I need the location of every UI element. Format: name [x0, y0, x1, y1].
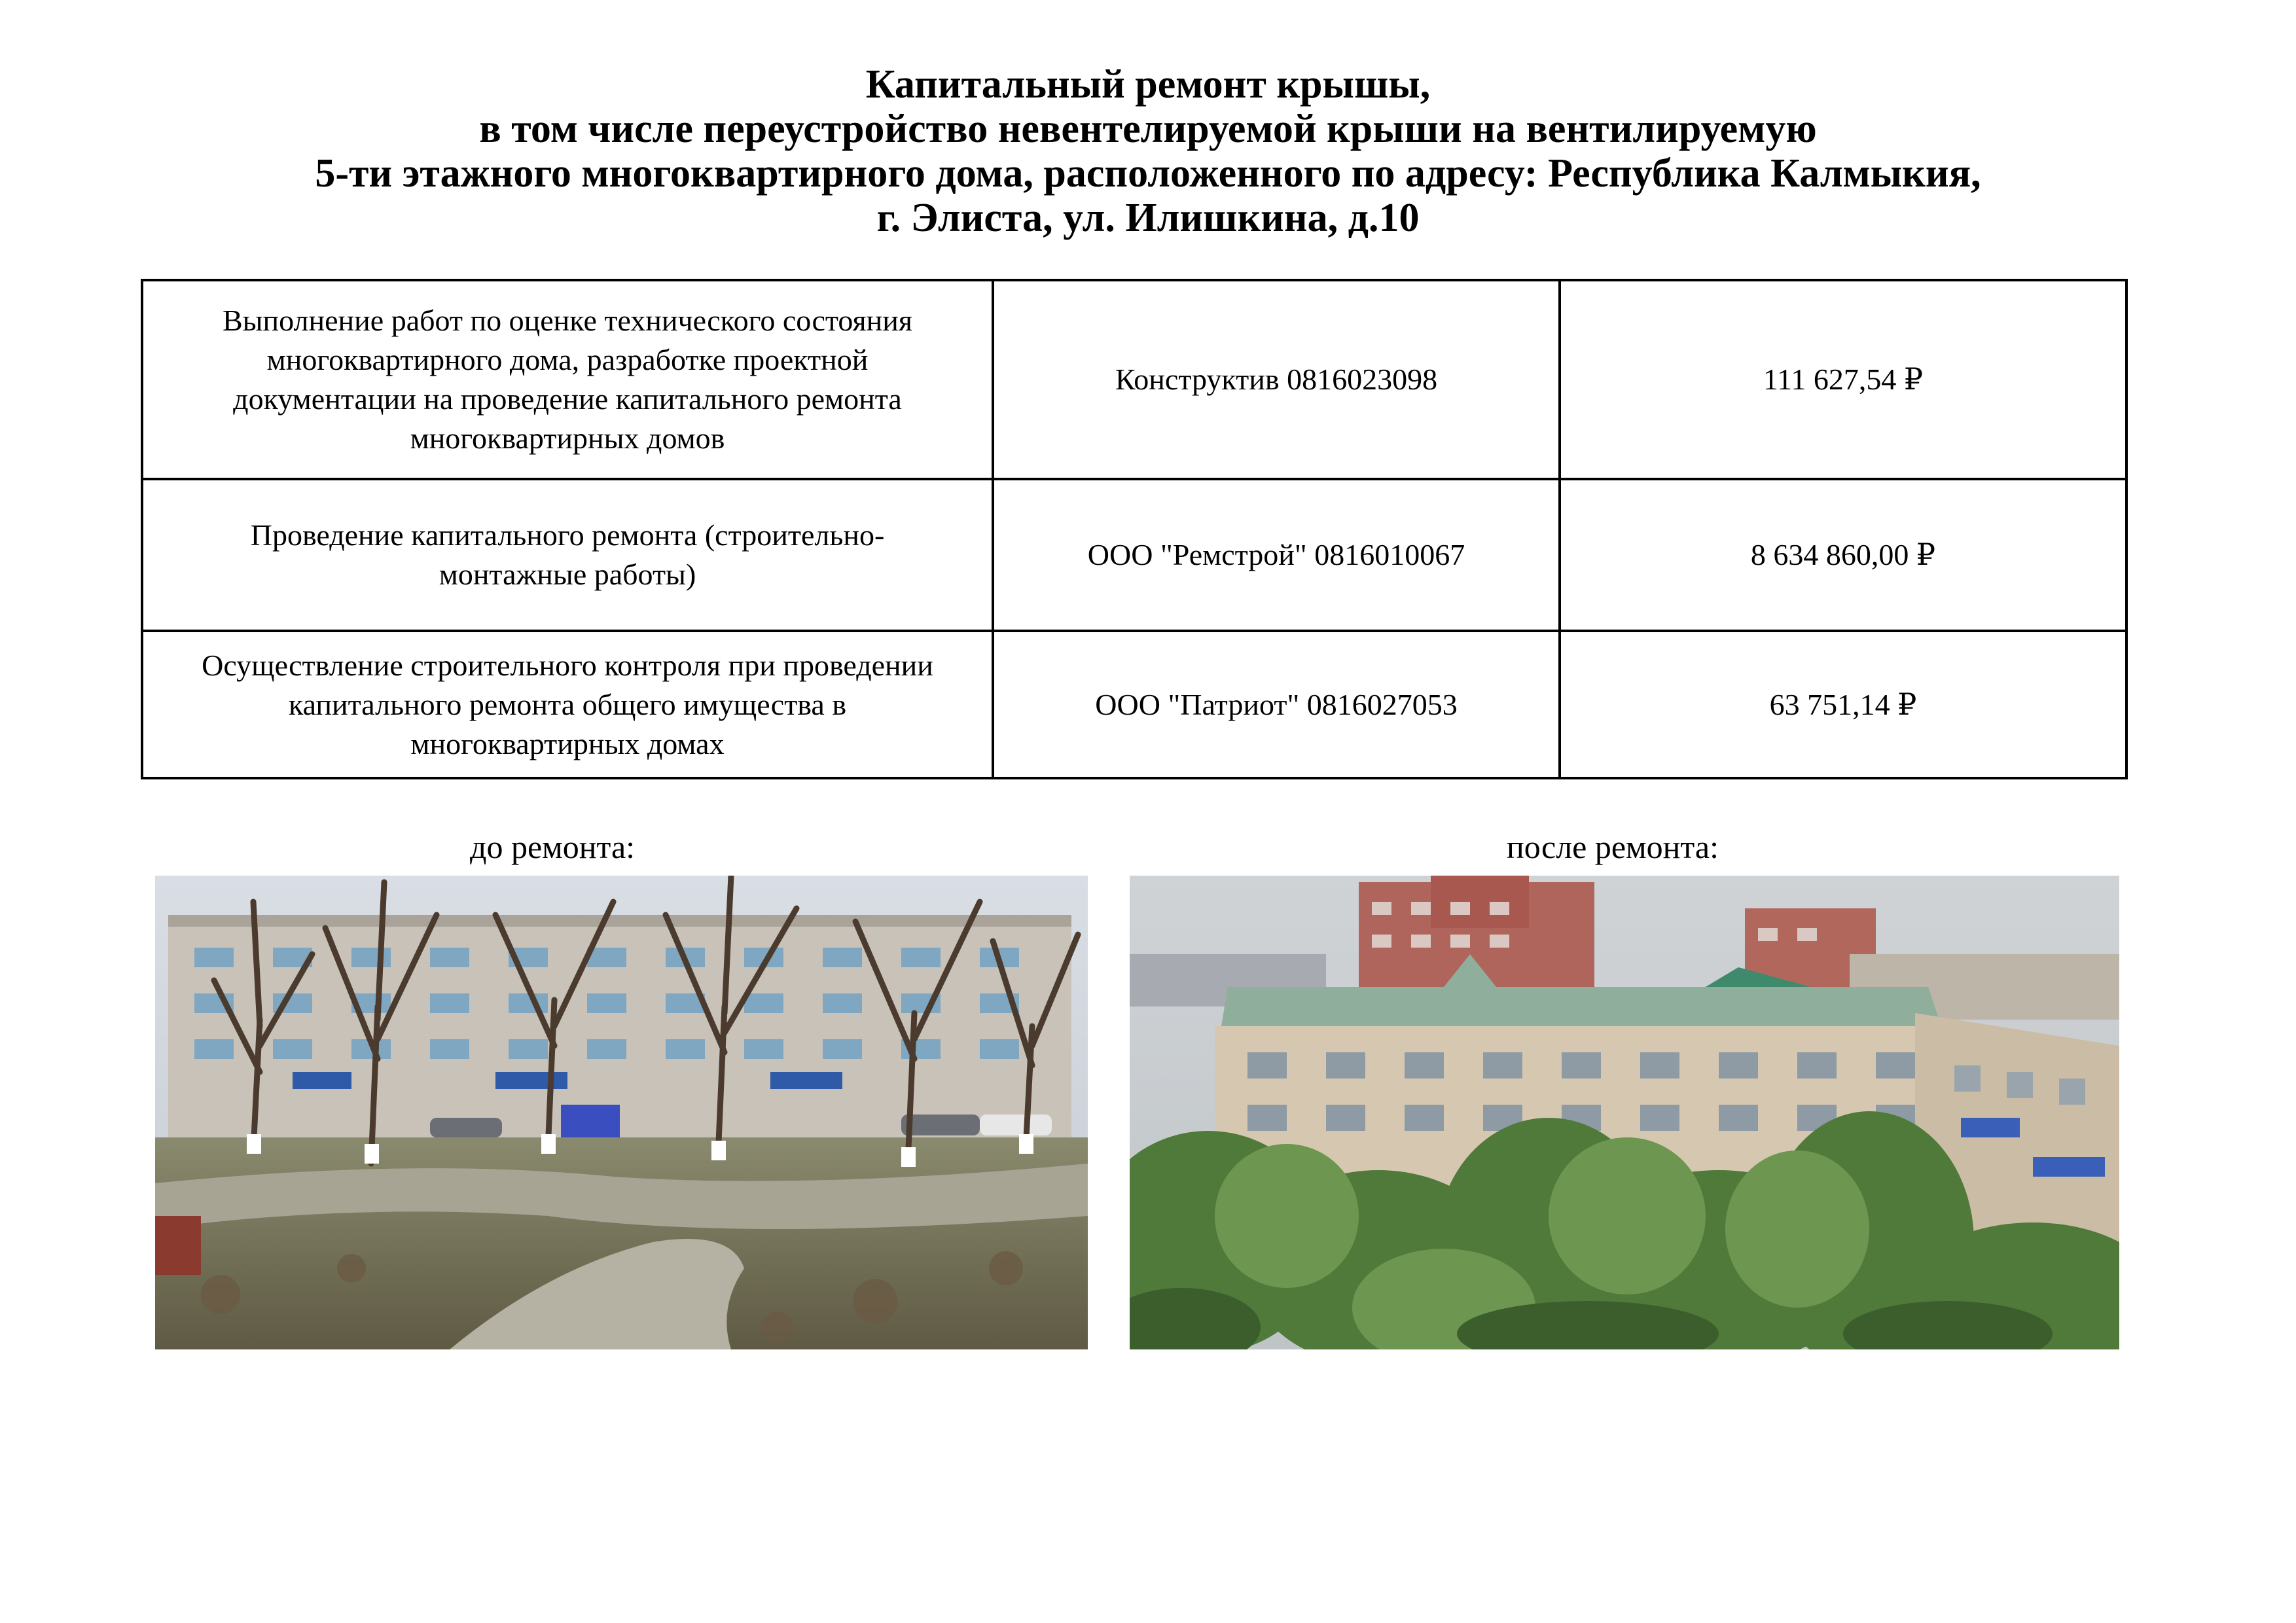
photo-after-image — [1130, 876, 2119, 1349]
table-row — [142, 280, 2126, 479]
contractor: Конструктив 0816023098 — [993, 280, 1560, 479]
work-line: Проведение капитального ремонта (строительно- — [250, 518, 885, 552]
work-line: Выполнение работ по оценке технического состояния — [222, 304, 913, 337]
work-line: Осуществление строительного контроля при проведении — [202, 648, 933, 682]
caption-after: после ремонта: — [1507, 829, 1719, 865]
title-line-4: г. Элиста, ул. Илишкина, д.10 — [876, 196, 1420, 240]
table-row — [142, 479, 2126, 631]
works-table — [141, 279, 2128, 779]
caption-before: до ремонта: — [470, 829, 636, 865]
title-line-2: в том числе переустройство невентелируемой крыши на вентилируемую — [479, 107, 1817, 151]
work-line: документации на проведение капитального ремонта — [233, 382, 902, 416]
amount: 111 627,54 ₽ — [1560, 280, 2126, 479]
work-line: капитального ремонта общего имущества в — [288, 687, 847, 721]
work-description — [142, 479, 993, 631]
title-line-1: Капитальный ремонт крышы, — [865, 62, 1431, 107]
work-line: многоквартирного дома, разработке проектной — [266, 343, 869, 376]
work-description — [142, 280, 993, 479]
amount: 8 634 860,00 ₽ — [1560, 479, 2126, 631]
title-line-3: 5-ти этажного многоквартирного дома, расположенного по адресу: Республика Калмыкия, — [315, 151, 1981, 196]
photo-after-repair — [1130, 876, 2119, 1349]
contractor: ООО "Патриот" 0816027053 — [993, 631, 1560, 778]
work-line: многоквартирных домах — [410, 726, 725, 760]
contractor: ООО "Ремстрой" 0816010067 — [993, 479, 1560, 631]
photo-before-image — [155, 876, 1088, 1349]
page-title — [0, 62, 2296, 240]
work-line: монтажные работы) — [439, 558, 696, 591]
amount: 63 751,14 ₽ — [1560, 631, 2126, 778]
work-description — [142, 631, 993, 778]
work-line: многоквартирных домов — [410, 421, 725, 455]
photo-before-repair — [155, 876, 1088, 1349]
table-row — [142, 631, 2126, 778]
